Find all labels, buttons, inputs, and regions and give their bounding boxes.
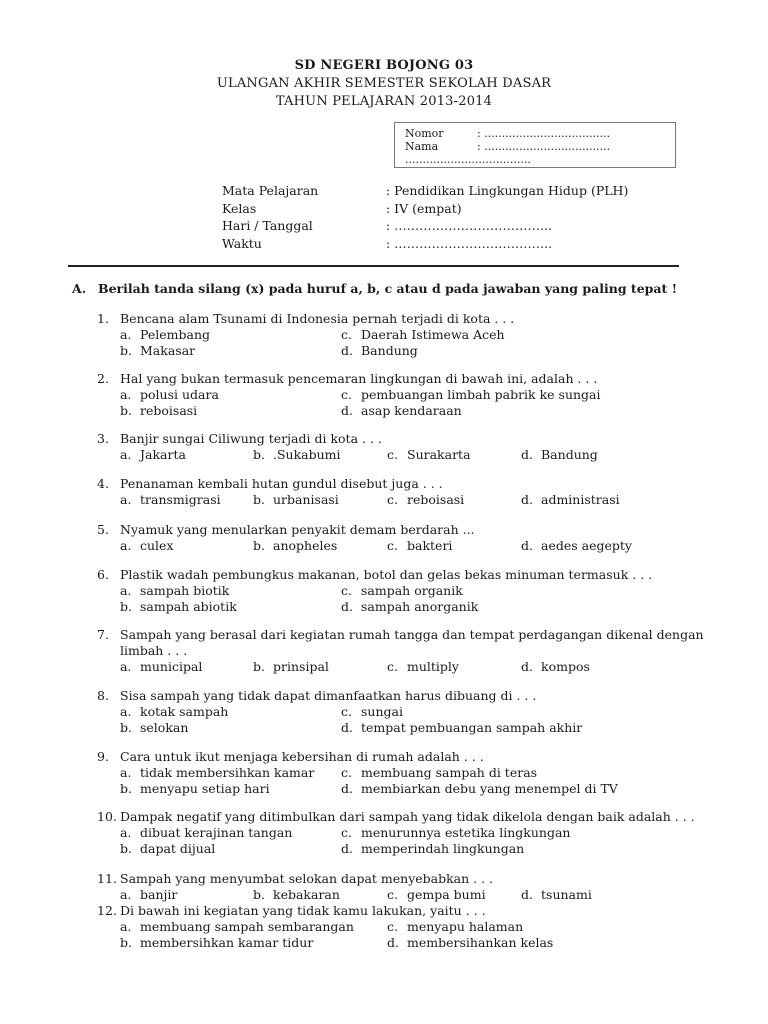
question-text: Di bawah ini kegiatan yang tidak kamu lakukan, yaitu . . .	[120, 903, 486, 918]
question-text: Cara untuk ikut menjaga kebersihan di rumah adalah . . .	[120, 749, 484, 764]
question-2	[97, 371, 601, 418]
question-1	[97, 311, 514, 358]
option-b[interactable]: b. kebakaran	[253, 887, 340, 902]
time-field[interactable]: : ………………………………..	[386, 235, 553, 251]
nama-field[interactable]: : ....................................	[477, 140, 611, 153]
class-label: Kelas	[222, 200, 257, 216]
question-number: 1.	[97, 311, 109, 326]
question-number: 10.	[97, 809, 117, 824]
option-a[interactable]: a. polusi udara	[120, 387, 219, 402]
question-number: 3.	[97, 431, 109, 446]
question-text: Nyamuk yang menularkan penyakit demam berdarah ...	[120, 522, 475, 537]
time-row	[222, 235, 628, 253]
nomor-row	[405, 127, 675, 140]
question-11	[97, 871, 592, 903]
option-c[interactable]: c. multiply	[387, 659, 459, 674]
option-a[interactable]: a. Jakarta	[120, 447, 186, 462]
option-d[interactable]: d. tempat pembuangan sampah akhir	[341, 719, 583, 735]
option-d[interactable]: d. asap kendaraan	[341, 402, 462, 418]
option-c[interactable]: c. bakteri	[387, 538, 453, 553]
option-c[interactable]: c. sampah organik	[341, 583, 463, 598]
question-number: 12.	[97, 903, 117, 918]
option-c[interactable]: c. Daerah Istimewa Aceh	[341, 327, 505, 342]
option-c[interactable]: c. gempa bumi	[387, 887, 486, 902]
nomor-label: Nomor	[405, 127, 444, 140]
option-c[interactable]: c. menyapu halaman	[387, 919, 524, 934]
question-number: 6.	[97, 567, 109, 582]
option-b[interactable]: b. anopheles	[253, 538, 338, 553]
question-number: 11.	[97, 871, 117, 886]
option-d[interactable]: d. membersihankan kelas	[387, 934, 554, 950]
option-a[interactable]: a. sampah biotik	[120, 583, 230, 598]
question-10	[97, 809, 695, 856]
date-field[interactable]: : ………………………………..	[386, 218, 553, 233]
option-b[interactable]: b. dapat dijual	[120, 840, 216, 856]
option-a[interactable]: a. transmigrasi	[120, 492, 221, 507]
option-b[interactable]: b. prinsipal	[253, 659, 329, 674]
question-number: 9.	[97, 749, 109, 764]
option-c[interactable]: c. reboisasi	[387, 492, 465, 507]
option-d[interactable]: d. sampah anorganik	[341, 598, 479, 614]
academic-year: TAHUN PELAJARAN 2013-2014	[275, 94, 493, 109]
question-text-continued: limbah . . .	[120, 643, 188, 658]
option-c[interactable]: c. pembuangan limbah pabrik ke sungai	[341, 387, 601, 402]
option-b[interactable]: b. menyapu setiap hari	[120, 780, 270, 796]
option-a[interactable]: a. kotak sampah	[120, 704, 229, 719]
class-row	[222, 200, 628, 218]
question-number: 7.	[97, 627, 109, 642]
option-a[interactable]: a. culex	[120, 538, 174, 553]
option-c[interactable]: c. membuang sampah di teras	[341, 765, 538, 780]
option-b[interactable]: b. reboisasi	[120, 402, 198, 418]
nama-extra-line[interactable]: ....................................	[405, 153, 531, 166]
option-a[interactable]: a. dibuat kerajinan tangan	[120, 825, 293, 840]
question-text: Sampah yang menyumbat selokan dapat menyebabkan . . .	[120, 871, 494, 886]
question-number: 4.	[97, 476, 109, 491]
option-a[interactable]: a. municipal	[120, 659, 203, 674]
question-text: Plastik wadah pembungkus makanan, botol dan gelas bekas minuman termasuk . . .	[120, 567, 653, 582]
question-6	[97, 567, 652, 614]
question-text: Sampah yang berasal dari kegiatan rumah tangga dan tempat perdagangan dikenal dengan	[120, 627, 704, 642]
exam-meta	[222, 182, 628, 252]
instruction-text: Berilah tanda silang (x) pada huruf a, b, c atau d pada jawaban yang paling tepat !	[98, 281, 678, 296]
option-a[interactable]: a. membuang sampah sembarangan	[120, 919, 354, 934]
option-d[interactable]: d. memperindah lingkungan	[341, 840, 525, 856]
date-row	[222, 217, 628, 235]
option-a[interactable]: a. tidak membersihkan kamar	[120, 765, 315, 780]
question-text: Banjir sungai Ciliwung terjadi di kota . . .	[120, 431, 382, 446]
time-label: Waktu	[222, 235, 262, 251]
option-a[interactable]: a. Pelembang	[120, 327, 211, 342]
question-12	[97, 903, 554, 950]
section-a-instruction	[72, 281, 677, 296]
question-9	[97, 749, 618, 796]
nomor-field[interactable]: : ....................................	[477, 127, 611, 140]
question-8	[97, 688, 583, 735]
question-text: Dampak negatif yang ditimbulkan dari sampah yang tidak dikelola dengan baik adalah . . .	[120, 809, 695, 824]
option-b[interactable]: b. selokan	[120, 719, 189, 735]
question-text: Bencana alam Tsunami di Indonesia pernah terjadi di kota . . .	[120, 311, 515, 326]
question-text: Penanaman kembali hutan gundul disebut juga . . .	[120, 476, 443, 491]
option-a[interactable]: a. banjir	[120, 887, 178, 902]
option-d[interactable]: d. Bandung	[521, 447, 598, 462]
option-d[interactable]: d. membiarkan debu yang menempel di TV	[341, 780, 618, 796]
subject-value: : Pendidikan Lingkungan Hidup (PLH)	[386, 183, 629, 198]
subject-label: Mata Pelajaran	[222, 183, 319, 198]
question-number: 2.	[97, 371, 109, 386]
student-id-box	[394, 122, 676, 168]
option-d[interactable]: d. aedes aegepty	[521, 538, 632, 553]
nama-row	[405, 140, 675, 153]
option-c[interactable]: c. Surakarta	[387, 447, 471, 462]
question-3	[97, 431, 598, 463]
option-d[interactable]: d. administrasi	[521, 492, 620, 507]
option-b[interactable]: b. urbanisasi	[253, 492, 339, 507]
option-b[interactable]: b. .Sukabumi	[253, 447, 341, 462]
school-name: SD NEGERI BOJONG 03	[294, 58, 474, 73]
date-label: Hari / Tanggal	[222, 218, 313, 233]
exam-title: ULANGAN AKHIR SEMESTER SEKOLAH DASAR	[216, 76, 552, 91]
question-text: Hal yang bukan termasuk pencemaran lingkungan di bawah ini, adalah . . .	[120, 371, 598, 386]
question-7	[97, 627, 704, 675]
section-letter: A.	[72, 281, 87, 296]
subject-row	[222, 182, 628, 200]
option-b[interactable]: b. sampah abiotik	[120, 598, 237, 614]
question-number: 5.	[97, 522, 109, 537]
question-number: 8.	[97, 688, 109, 703]
option-c[interactable]: c. sungai	[341, 704, 403, 719]
option-d[interactable]: d. Bandung	[341, 342, 418, 358]
option-c[interactable]: c. menurunnya estetika lingkungan	[341, 825, 571, 840]
question-4	[97, 476, 620, 508]
question-5	[97, 522, 632, 554]
option-d[interactable]: d. tsunami	[521, 887, 592, 902]
class-value: : IV (empat)	[386, 200, 462, 216]
question-text: Sisa sampah yang tidak dapat dimanfaatkan harus dibuang di . . .	[120, 688, 537, 703]
option-b[interactable]: b. Makasar	[120, 342, 196, 358]
option-b[interactable]: b. membersihkan kamar tidur	[120, 934, 314, 950]
option-d[interactable]: d. kompos	[521, 659, 590, 674]
nama-label: Nama	[405, 140, 439, 153]
header-divider	[68, 265, 679, 267]
